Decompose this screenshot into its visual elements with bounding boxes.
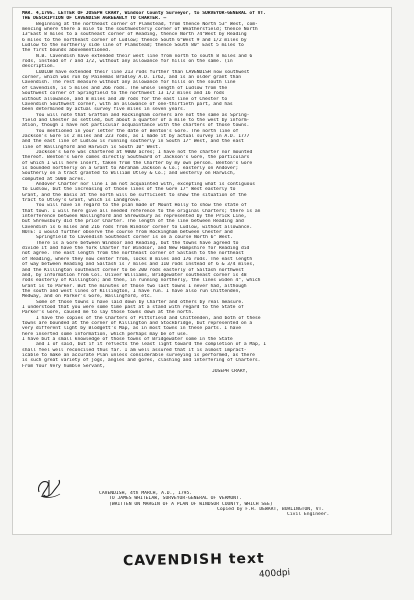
handwritten-dpi-note: 400dpi — [258, 567, 291, 581]
letter-line: of Cavendish, is 5 miles and 266 rods. The whole length of Ludlow from the — [22, 85, 228, 91]
letter-line: computed at 5000 acres. — [22, 176, 86, 182]
margin-note: (WRITTEN ON MARGIN OF A PLAN OF WINDSOR COUNTY, WHICH SEE) — [109, 501, 273, 507]
letter-line: of Reading, where they now center from, locks 8 miles and 176 rods. The east length — [22, 256, 253, 262]
letter-line: From Your Very humble Servant, — [22, 363, 106, 369]
copied-by: Copied by F.H. DEWART, BURLINGTON, VT. — [217, 507, 325, 513]
letter-line: 13°East 8 miles to a southeast corner of Reading, thence North 74°West by Reading — [22, 32, 247, 38]
letter-line: I have the copies of the Charters of Pittsfield and Chittenden, and both of these — [36, 315, 261, 321]
monogram-seal — [35, 476, 63, 500]
letter-line: but Shrewsbury did the prior Charter. The length of the line between Reading and — [22, 219, 244, 225]
letter-line: here inserted some information, which perhaps may be of use. — [22, 331, 189, 337]
letter-line: ation, though I have not particular acquaintance with the charters of those towns. — [22, 123, 250, 129]
letter-line: interference between Wallingford and Shrewsbury as represented by the Prick Line, — [22, 214, 247, 220]
letter-line: divide it and have the York Charter for Windsor, and New Hampshire for Reading did — [22, 246, 250, 252]
letter-line: thereof. Benton's Gore comes directly Southward of Jackson's Gore, the particulars — [22, 155, 250, 161]
letter-line: I have but a small knowledge of those towns of Bridgewater some in the State — [22, 336, 233, 342]
letter-line: Springfield to Cavendish Southeast corner is on a course North 6° West. — [36, 235, 233, 241]
letter-line: Southwest corner of Springfield to the northwest 13 1/2 miles and 16 rods — [22, 91, 225, 97]
letter-line: description. — [22, 64, 56, 70]
letter-line: is bounded northerly on a Grant to Abraham Jackson & Co.; easterly on Andover; — [22, 165, 239, 171]
letter-line: tract to Utley's Grant, which is Landgrove. — [22, 198, 142, 204]
letter-line: You mentioned in your letter the date of Benton's Gore. The north line of — [36, 128, 239, 134]
letter-line: not agree. The east length from the northeast corner of Saltash to the northeast — [22, 251, 244, 257]
letter-line: Medway, and on Parker's Gore, Wallingford, etc. — [22, 294, 153, 300]
letter-line: Cavendish is 6 miles and 216 rods from Windsor corner to Ludlow, without allowance. — [22, 224, 253, 230]
letter-line: Southerly on a tract granted to William Utley & Co.; and westerly on Harwich, — [22, 171, 236, 177]
letter-line: LUDLOW have extended their line 213 rods further than CAVENDISH now southwest — [36, 69, 250, 75]
letter-line: Jackson's Gore is 2 miles and 223 rods, as I made it by actual survey in A.D. 1777 — [22, 133, 250, 139]
letter-line: MAR. 4,1795. LETTER OF JOSEPH CRARY, Windsor County Surveyor, to SURVEYOR-GENERAL of VT. — [22, 11, 266, 16]
letter-line: There is a Gore between Windsor and Reading, but the towns have agreed to — [36, 240, 239, 246]
letter-line: is such great variety of jogs, angles and gores, clashing and interfering of Charters. — [22, 358, 261, 364]
letter-line: rods easterly of Killington; and then, in running northerly, the lines widen 4°, which — [22, 278, 261, 284]
letter-line: to Ludlow, but the increasing of those lines of the Gore 17° West easterly to — [22, 187, 236, 193]
letter-line: You will note that Grafton and Rockingham corners are not the same as Spring- — [36, 112, 250, 118]
copied-by-role: Civil Engineer. — [287, 512, 330, 518]
address-line: TO JAMES WHITELAW, SURVEYOR-GENERAL OF VERMONT. — [109, 496, 242, 502]
letter-line: I understood that you were some time past at a stand with regard to the State of — [22, 304, 244, 310]
letter-line: line of Wallingford and Harwich is South 10° West. — [22, 144, 161, 150]
letter-line: Jackson's Gore was chartered at 9000 acres; I have not the charter nor mounted — [36, 149, 253, 155]
letter-line: Ludlow to the northerly side line of Plamstead; thence South 80° East 5 miles to — [22, 43, 244, 49]
letter-line: shall feel well reconciled thus far. I am well assured that it is almost impract- — [22, 347, 247, 353]
letter-line: Beginning at the northeast corner of Plamstead, from thence North 53° West, com- — [36, 21, 258, 27]
letter-line: the first bounds abovementioned. — [22, 48, 111, 54]
letter-line: Grant is to Parker. But the minutes of those two last towns I never had, although — [22, 283, 247, 289]
letter-line: Some of those towns I have laid down by Charter and others by real measure. — [36, 299, 244, 305]
letter-line: field and Chester as settled, but about a quarter of a mile to the west by inform- — [22, 117, 250, 123]
letter-line: Cavendish Southwest corner, with an allowance of one-thirtieth part, and has — [22, 101, 233, 107]
letter-line: been determined by actual survey five miles in seven years. — [22, 107, 186, 113]
letter-line: Grant, and the Basis at the north will be sufficient to show the situation of the — [22, 192, 247, 198]
letter-line: that town. I will here give all needed reference to the original Charters; there is an — [22, 208, 261, 214]
letter-line: and the Killington southeast corner to be 200 rods easterly of Saltash northwest — [22, 267, 244, 273]
letter-line: without allowance, and 8 miles and 30 rods for the east line of Chester to — [22, 96, 228, 102]
scanned-document-page — [12, 7, 392, 535]
letter-line: rods, instead of 7 and 1/2, without any allowance for hills on the same. (in — [22, 59, 233, 65]
closing-block — [99, 491, 389, 518]
letter-line: and, by information from Col. Oliver Williams, Bridgewater southeast corner is 48 — [22, 272, 247, 278]
letter-line: and the east line of Ludlow is running southerly in South 17° West, and the east — [22, 139, 244, 145]
letter-line: You will have in regard to the plan made of Mount Holly to show the state of — [36, 203, 247, 209]
letter-line: Andover Charter nor line I am not acquainted with, excepting what is contiguous — [36, 182, 255, 187]
signature-name: JOSEPH CRARY, — [212, 369, 249, 375]
letter-line: corner, which was run by Painemas Bradley A.D. 1762, and is an older grant than — [22, 75, 241, 81]
letter-line: N.B. Cavendish have extended their west line from north to south 8 miles and 6 — [36, 53, 253, 59]
letter-line: 6 miles to the northeast corner of Ludlow; thence South 6°West 9 and 1/2 miles by — [22, 37, 247, 43]
handwritten-caption: CAVENDISH text — [122, 550, 265, 570]
letter-line: of way between Reading and Saltash is 7 miles and 110 rods instead of 6 & 3/4 miles, — [22, 262, 255, 268]
letter-line: Parker's Gore, caused me to lay those towns down at the north. — [22, 310, 194, 316]
letter-line: Cavendish. The rest measure without any allowance for hills on the south line — [22, 80, 236, 86]
place-date: CAVENDISH, 4th MARCH, A.D., 1795. — [99, 491, 193, 496]
letter-line: NOTE: I would further observe the course from Rockingham between Chester and — [22, 230, 233, 236]
letter-line: icable to make an accurate Plan unless considerable surveying is performed, as there — [22, 353, 255, 358]
letter-line: of which I will here insert, taken from the Charter by my own person. Benton's Gore — [22, 160, 253, 166]
letter-line: and I of said, but if it reflects the least light toward the completion of a Map, I — [36, 342, 267, 348]
letter-line: THE DESCRIPTION OF CAVENDISH AGREEABLY TO CHARTER. — — [22, 16, 167, 22]
letter-line: towns are bounded at the corner of Killington and Stockbridge, but represented on a — [22, 320, 253, 326]
letter-line: the south and west lines of Killington, I have run. I have also run Chittenden, — [22, 288, 241, 294]
letter-line: mencing where there a mile to the southwesterly corner of Weathersfield; thence North — [22, 27, 258, 33]
letter-body — [22, 11, 382, 374]
letter-line: very different light by Blodgett's Map, as in most towns in these parts. I have — [22, 326, 241, 332]
